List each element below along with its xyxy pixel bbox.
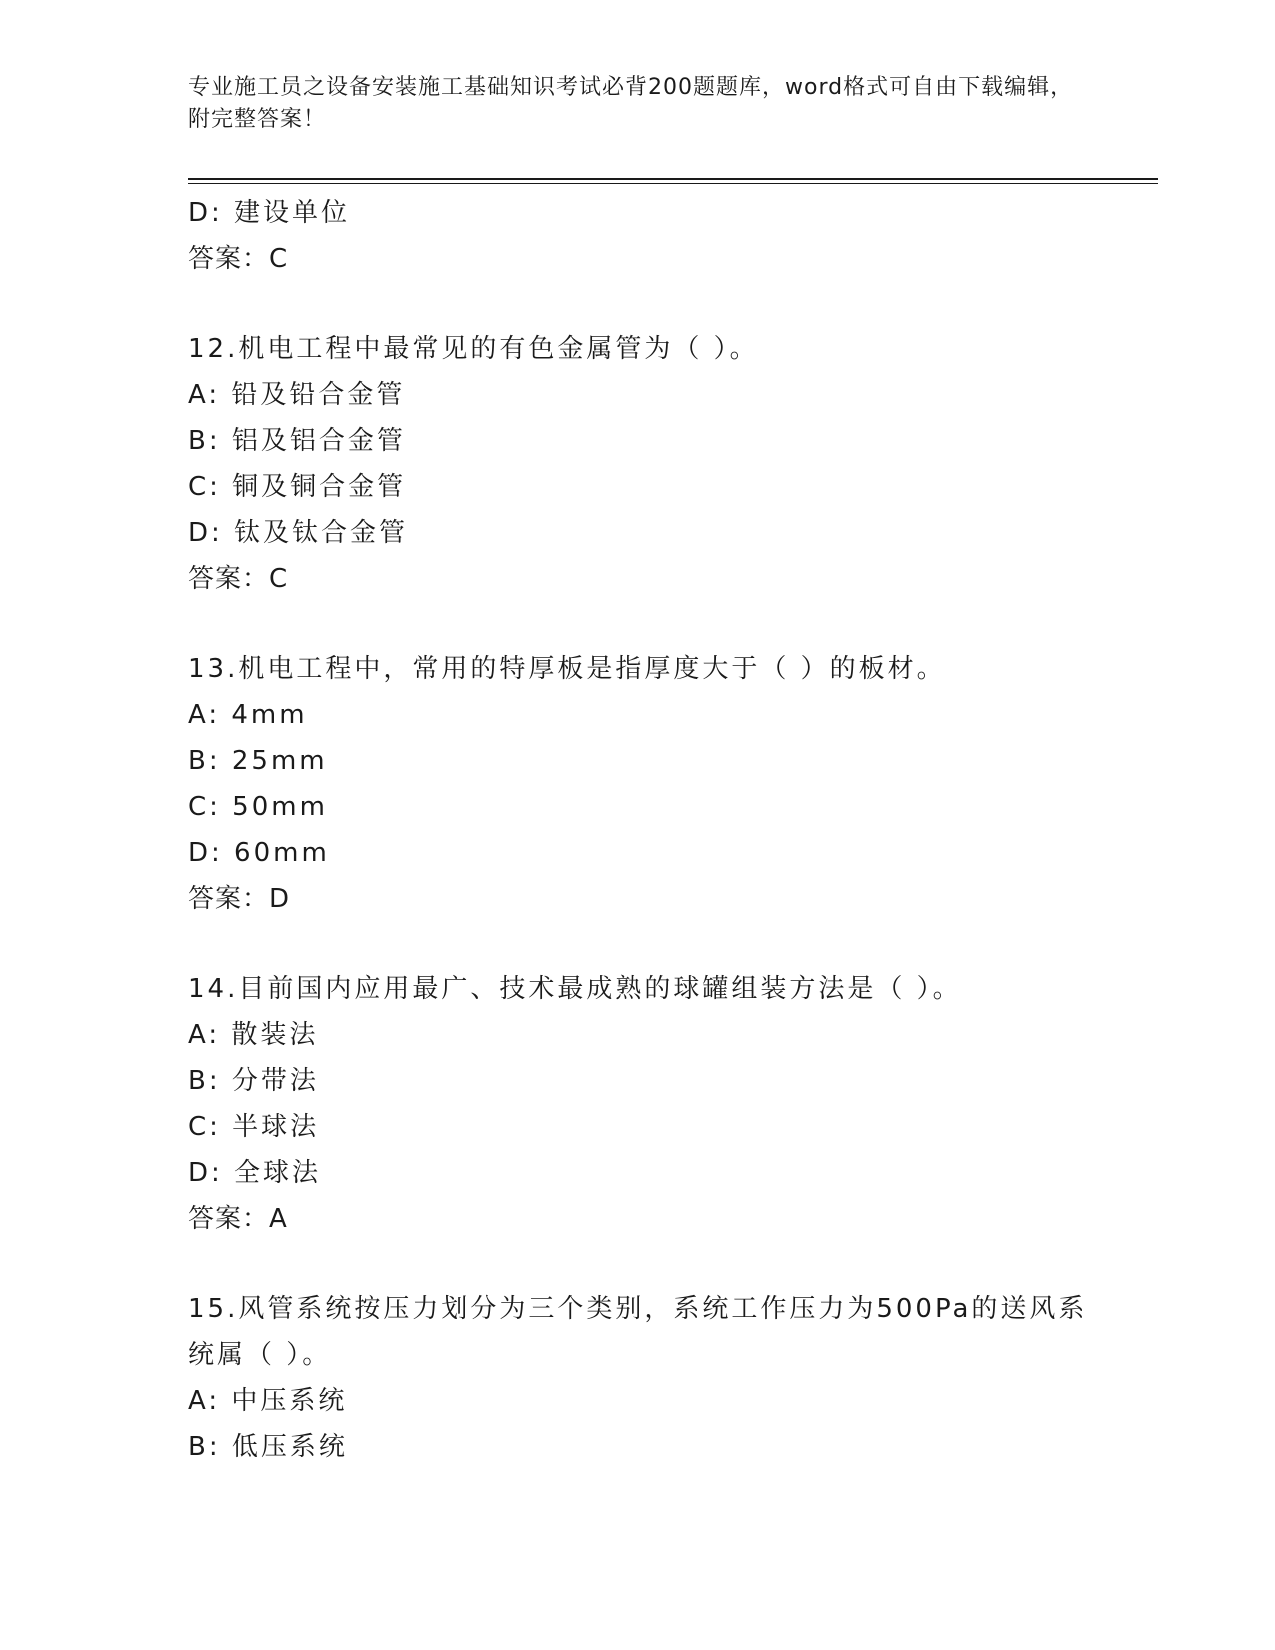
answer: 答案：D: [188, 884, 291, 914]
question-list: [188, 190, 1088, 1470]
question-stem: 15.风管系统按压力划分为三个类别，系统工作压力为500Pa的送风系统属（ ）。: [188, 1294, 1088, 1370]
option-b: B: 分带法: [188, 1066, 319, 1096]
option-d: D: 建设单位: [188, 198, 351, 228]
option-c: C: 半球法: [188, 1112, 320, 1142]
option-d: D: 全球法: [188, 1158, 322, 1188]
option-c: C: 铜及铜合金管: [188, 472, 407, 502]
option-a: A: 散装法: [188, 1020, 319, 1050]
question-12: [188, 326, 1088, 602]
answer: 答案：C: [188, 244, 289, 274]
header-rule-thick: [188, 178, 1158, 180]
document-header: 专业施工员之设备安装施工基础知识考试必背200题题库，word格式可自由下载编辑，附完整答案！: [188, 75, 1074, 132]
question-stem: 13.机电工程中，常用的特厚板是指厚度大于（ ）的板材。: [188, 654, 946, 684]
option-a: A: 4mm: [188, 700, 308, 730]
question-stem: 14.目前国内应用最广、技术最成熟的球罐组装方法是（ ）。: [188, 974, 962, 1004]
question-15: [188, 1286, 1088, 1470]
question-14: [188, 966, 1088, 1242]
option-d: D: 钛及钛合金管: [188, 518, 409, 548]
option-b: B: 低压系统: [188, 1432, 348, 1462]
option-a: A: 铅及铅合金管: [188, 380, 406, 410]
header-rule-thin: [188, 183, 1158, 184]
option-a: A: 中压系统: [188, 1386, 348, 1416]
question-stem: 12.机电工程中最常见的有色金属管为（ ）。: [188, 334, 759, 364]
option-b: B: 铝及铝合金管: [188, 426, 406, 456]
option-c: C: 50mm: [188, 792, 328, 822]
answer: 答案：C: [188, 564, 289, 594]
question-13: [188, 646, 1088, 922]
answer: 答案：A: [188, 1204, 288, 1234]
option-d: D: 60mm: [188, 838, 330, 868]
option-b: B: 25mm: [188, 746, 328, 776]
